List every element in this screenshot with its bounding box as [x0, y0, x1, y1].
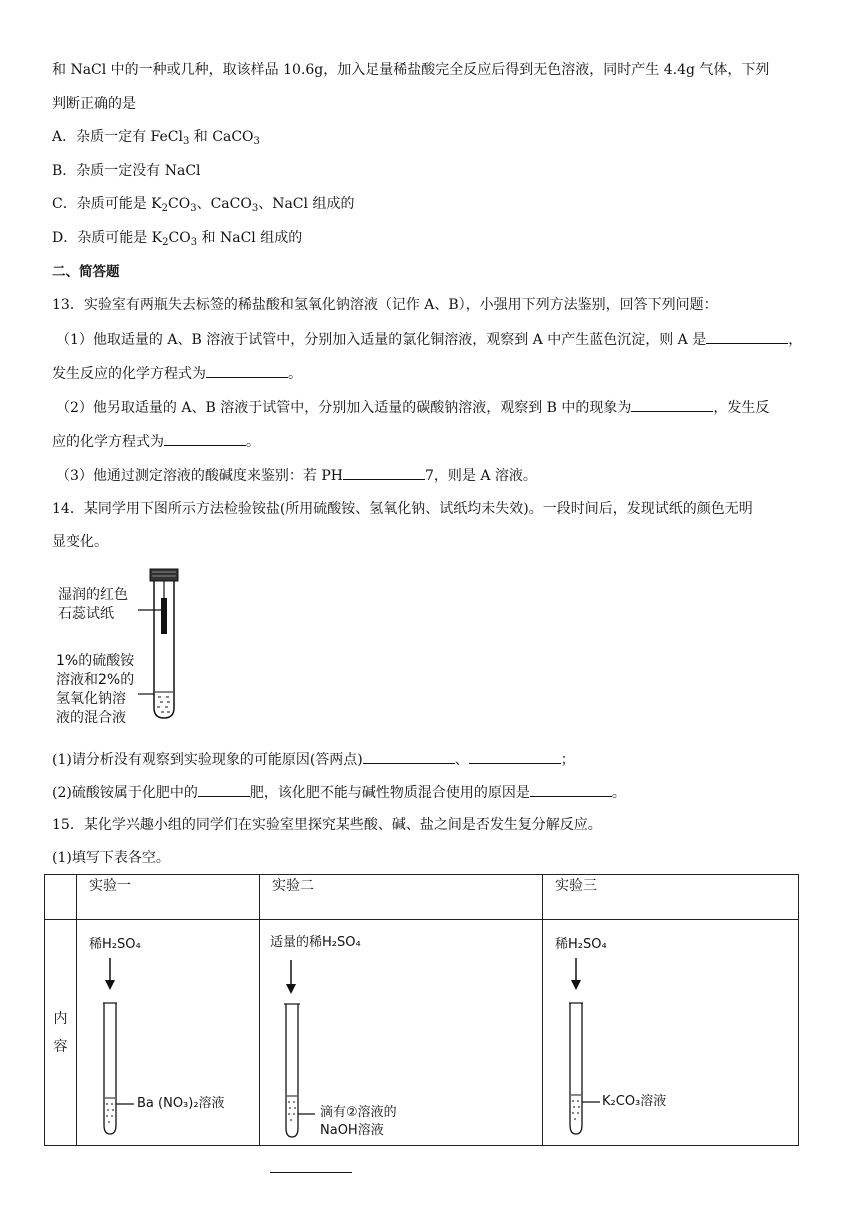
answer-blank[interactable]	[706, 329, 788, 344]
experiment-1-solution: Ba (NO₃)₂溶液	[137, 1096, 225, 1111]
question-14-stem-line-1: 14．某同学用下图所示方法检验铵盐(所用硫酸铵、氢氧化钠、试纸均未失效)。一段时间后，发现试纸的颜色无明	[52, 501, 753, 517]
experiment-3-cell	[543, 920, 799, 1146]
experiment-1-cell	[77, 920, 260, 1146]
experiment-2-cell	[260, 920, 543, 1146]
litmus-paper-label-line-2: 石蕊试纸	[58, 606, 114, 622]
question-13-part-1-line-1: （1）他取适量的 A、B 溶液于试管中，分别加入适量的氯化铜溶液，观察到 A 中产生蓝色沉淀，则 A 是 ，	[56, 329, 802, 350]
question-15-stem: 15．某化学兴趣小组的同学们在实验室里探究某些酸、碱、盐之间是否发生复分解反应。	[52, 817, 602, 833]
table-row	[45, 920, 799, 1146]
header-experiment-2: 实验二	[260, 875, 543, 920]
answer-blank[interactable]	[270, 1158, 352, 1173]
question-14-stem-line-2: 显变化。	[52, 534, 108, 550]
question-14-part-2: (2)硫酸铵属于化肥中的 肥，该化肥不能与碱性物质混合使用的原因是 。	[52, 782, 626, 803]
question-13-part-1-line-2: 发生反应的化学方程式为 。	[52, 363, 302, 384]
question-15-part-1: (1)填写下表各空。	[52, 850, 170, 866]
question-12-text-line-2: 判断正确的是	[52, 96, 136, 112]
answer-blank[interactable]	[469, 749, 561, 764]
answer-blank[interactable]	[631, 397, 713, 412]
question-13-part-2-line-2: 应的化学方程式为 。	[52, 431, 260, 452]
header-experiment-1: 实验一	[77, 875, 260, 920]
row-label-char-2: 容	[53, 1038, 68, 1055]
question-14-part-1: (1)请分析没有观察到实验现象的可能原因(答两点) 、 ；	[52, 749, 575, 770]
experiment-table	[44, 874, 799, 1146]
question-12-text-line-1: 和 NaCl 中的一种或几种，取该样品 10.6g，加入足量稀盐酸完全反应后得到无色溶液，同时产生 4.4g 气体，下列	[52, 62, 770, 78]
litmus-paper-label-line-1: 湿润的红色	[58, 587, 128, 603]
experiment-3-apparatus	[543, 920, 823, 1145]
header-experiment-3: 实验三	[543, 875, 799, 920]
question-13-part-3: （3）他通过测定溶液的酸碱度来鉴别：若 PH 7，则是 A 溶液。	[56, 465, 537, 486]
experiment-3-solution: K₂CO₃溶液	[602, 1094, 667, 1109]
question-13-part-2-line-1: （2）他另取适量的 A、B 溶液于试管中，分别加入适量的碳酸钠溶液，观察到 B 中的现象为 ，发生反	[56, 397, 769, 418]
mixture-label-line-3: 氢氧化钠溶	[56, 691, 126, 707]
option-b: B．杂质一定没有 NaCl	[52, 163, 201, 179]
experiment-1-reagent: 稀H₂SO₄	[89, 937, 141, 952]
answer-blank[interactable]	[363, 749, 455, 764]
experiment-2-solution-line-1: 滴有②溶液的	[320, 1105, 397, 1120]
answer-blank[interactable]	[530, 782, 612, 797]
experiment-2-reagent: 适量的稀H₂SO₄	[270, 935, 361, 950]
answer-blank[interactable]	[206, 363, 288, 378]
table-header-row	[45, 875, 799, 920]
experiment-2-solution-line-2: NaOH溶液	[320, 1123, 384, 1138]
question-13-stem: 13．实验室有两瓶失去标签的稀盐酸和氢氧化钠溶液（记作 A、B），小强用下列方法鉴别，回答下列问题：	[52, 297, 718, 313]
option-c: C．杂质可能是 $K_2CO_3$、CaCO$_3$、NaCl 组成的	[52, 196, 355, 214]
experiment-3-reagent: 稀H₂SO₄	[555, 937, 607, 952]
mixture-label-line-1: 1%的硫酸铵	[56, 653, 135, 669]
option-d: D．杂质可能是 $K_2CO_3$ 和 NaCl 组成的	[52, 230, 303, 248]
answer-blank[interactable]	[164, 431, 246, 446]
section-heading: 二、简答题	[52, 264, 120, 280]
row-label-char-1: 内	[53, 1010, 68, 1027]
mixture-label-line-4: 液的混合液	[56, 710, 126, 726]
answer-blank[interactable]	[198, 782, 250, 797]
option-a: A．杂质一定有 FeCl$_3$ 和 CaCO$_3$	[52, 129, 260, 147]
row-label	[45, 920, 77, 1146]
mixture-label-line-2: 溶液和2%的	[56, 672, 135, 688]
answer-blank[interactable]	[343, 465, 425, 480]
table-corner-cell	[45, 875, 77, 920]
